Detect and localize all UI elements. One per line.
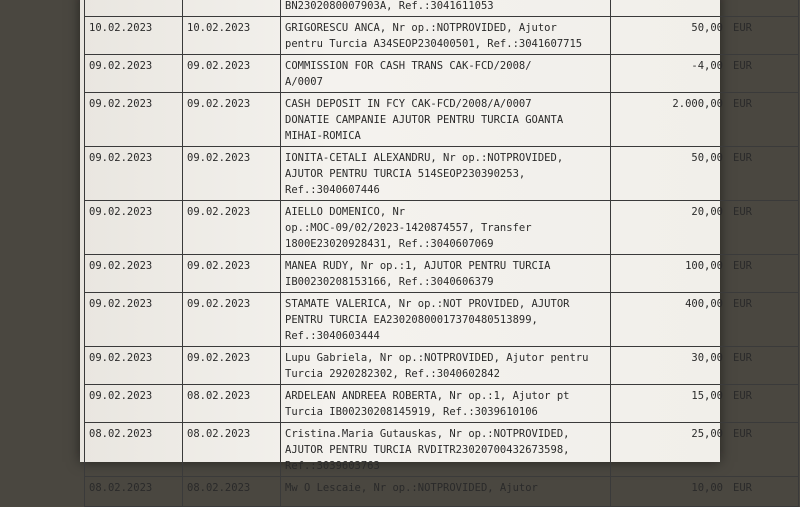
details-line: MANEA RUDY, Nr op.:1, AJUTOR PENTRU TURCIA	[285, 260, 551, 272]
booking-date: 09.02.2023	[85, 385, 183, 423]
details-line: AJUTOR PENTRU TURCIA 514SEOP230390253,	[285, 168, 526, 180]
value-date: 08.02.2023	[183, 423, 281, 477]
amount-value: 50,00	[691, 152, 723, 164]
amount-value: 50,00	[691, 22, 723, 34]
amount-cell	[611, 477, 799, 507]
transaction-details	[281, 55, 611, 93]
amount-cell	[611, 93, 799, 147]
details-line: PENTRU TURCIA EA23020800017370480513899,	[285, 314, 538, 326]
table-row	[85, 423, 799, 477]
amount-value: 400,00	[685, 298, 723, 310]
transaction-details	[281, 423, 611, 477]
details-line: CASH DEPOSIT IN FCY CAK-FCD/2008/A/0007	[285, 98, 532, 110]
booking-date: 09.02.2023	[85, 147, 183, 201]
bank-statement-page	[80, 0, 752, 494]
details-line: Ref.:3039603763	[285, 460, 380, 472]
table-row	[85, 255, 799, 293]
transaction-details	[281, 347, 611, 385]
amount-cell	[611, 55, 799, 93]
booking-date: 09.02.2023	[85, 93, 183, 147]
details-line: AJUTOR PENTRU TURCIA RVDITR23020700432673598,	[285, 444, 570, 456]
value-date: 09.02.2023	[183, 55, 281, 93]
details-line: A/0007	[285, 76, 323, 88]
amount-cell	[611, 147, 799, 201]
amount-value: 2.000,00	[672, 98, 723, 110]
booking-date: 09.02.2023	[85, 55, 183, 93]
amount-cell	[611, 423, 799, 477]
transaction-details	[281, 0, 611, 17]
currency: EUR	[733, 298, 752, 310]
value-date: 09.02.2023	[183, 255, 281, 293]
value-date: 08.02.2023	[183, 477, 281, 507]
details-line: IB00230208153166, Ref.:3040606379	[285, 276, 494, 288]
currency: EUR	[733, 152, 752, 164]
details-line: BN2302080007903A, Ref.:3041611053	[285, 0, 494, 12]
table-row	[85, 201, 799, 255]
table-row	[85, 55, 799, 93]
amount-cell	[611, 0, 799, 17]
table-row	[85, 93, 799, 147]
details-line: Turcia 2920282302, Ref.:3040602842	[285, 368, 500, 380]
details-line: pentru Turcia A34SEOP230400501, Ref.:3041607715	[285, 38, 583, 50]
amount-cell	[611, 255, 799, 293]
amount-value: 10,00	[691, 482, 723, 494]
booking-date: 09.02.2023	[85, 293, 183, 347]
details-line: Ref.:3040603444	[285, 330, 380, 342]
booking-date: 10.02.2023	[85, 17, 183, 55]
transaction-details	[281, 293, 611, 347]
currency: EUR	[733, 60, 752, 72]
value-date: 08.02.2023	[183, 385, 281, 423]
booking-date: 08.02.2023	[85, 477, 183, 507]
amount-value: 25,00	[691, 428, 723, 440]
details-line: DONATIE CAMPANIE AJUTOR PENTRU TURCIA GOANTA	[285, 114, 564, 126]
details-line: op.:MOC-09/02/2023-1420874557, Transfer	[285, 222, 532, 234]
transaction-details	[281, 477, 611, 507]
currency: EUR	[733, 482, 752, 494]
transaction-table	[84, 0, 799, 507]
transaction-details	[281, 17, 611, 55]
amount-cell	[611, 347, 799, 385]
amount-value: 30,00	[691, 352, 723, 364]
value-date	[183, 0, 281, 17]
amount-value: 20,00	[691, 206, 723, 218]
details-line: Mw O Lescaie, Nr op.:NOTPROVIDED, Ajutor	[285, 482, 538, 494]
booking-date	[85, 0, 183, 17]
details-line: Ref.:3040607446	[285, 184, 380, 196]
currency: EUR	[733, 98, 752, 110]
details-line: AIELLO DOMENICO, Nr	[285, 206, 406, 218]
transaction-details	[281, 385, 611, 423]
details-line: ARDELEAN ANDREEA ROBERTA, Nr op.:1, Ajutor pt	[285, 390, 570, 402]
amount-cell	[611, 201, 799, 255]
amount-cell	[611, 293, 799, 347]
amount-value: -4,00	[691, 60, 723, 72]
transaction-details	[281, 147, 611, 201]
value-date: 09.02.2023	[183, 293, 281, 347]
value-date: 09.02.2023	[183, 147, 281, 201]
currency: EUR	[733, 390, 752, 402]
details-line: MIHAI-ROMICA	[285, 130, 361, 142]
table-row	[85, 477, 799, 507]
currency: EUR	[733, 206, 752, 218]
amount-value: 100,00	[685, 260, 723, 272]
currency: EUR	[733, 352, 752, 364]
table-row	[85, 385, 799, 423]
transaction-details	[281, 201, 611, 255]
details-line: Lupu Gabriela, Nr op.:NOTPROVIDED, Ajutor pentru	[285, 352, 589, 364]
value-date: 10.02.2023	[183, 17, 281, 55]
booking-date: 09.02.2023	[85, 201, 183, 255]
currency: EUR	[733, 22, 752, 34]
details-line: STAMATE VALERICA, Nr op.:NOT PROVIDED, AJUTOR	[285, 298, 570, 310]
booking-date: 09.02.2023	[85, 347, 183, 385]
value-date: 09.02.2023	[183, 201, 281, 255]
currency: EUR	[733, 428, 752, 440]
amount-cell	[611, 385, 799, 423]
details-line: Turcia IB00230208145919, Ref.:3039610106	[285, 406, 538, 418]
details-line: GRIGORESCU ANCA, Nr op.:NOTPROVIDED, Ajutor	[285, 22, 557, 34]
booking-date: 08.02.2023	[85, 423, 183, 477]
table-row	[85, 147, 799, 201]
value-date: 09.02.2023	[183, 347, 281, 385]
details-line: COMMISSION FOR CASH TRANS CAK-FCD/2008/	[285, 60, 532, 72]
currency: EUR	[733, 260, 752, 272]
table-row	[85, 17, 799, 55]
details-line: IONITA-CETALI ALEXANDRU, Nr op.:NOTPROVIDED,	[285, 152, 564, 164]
details-line: 1800E23020928431, Ref.:3040607069	[285, 238, 494, 250]
value-date: 09.02.2023	[183, 93, 281, 147]
table-row	[85, 347, 799, 385]
transaction-details	[281, 255, 611, 293]
transaction-details	[281, 93, 611, 147]
details-line: Cristina.Maria Gutauskas, Nr op.:NOTPROVIDED,	[285, 428, 570, 440]
booking-date: 09.02.2023	[85, 255, 183, 293]
table-row	[85, 0, 799, 17]
amount-cell	[611, 17, 799, 55]
amount-value: 15,00	[691, 390, 723, 402]
table-row	[85, 293, 799, 347]
